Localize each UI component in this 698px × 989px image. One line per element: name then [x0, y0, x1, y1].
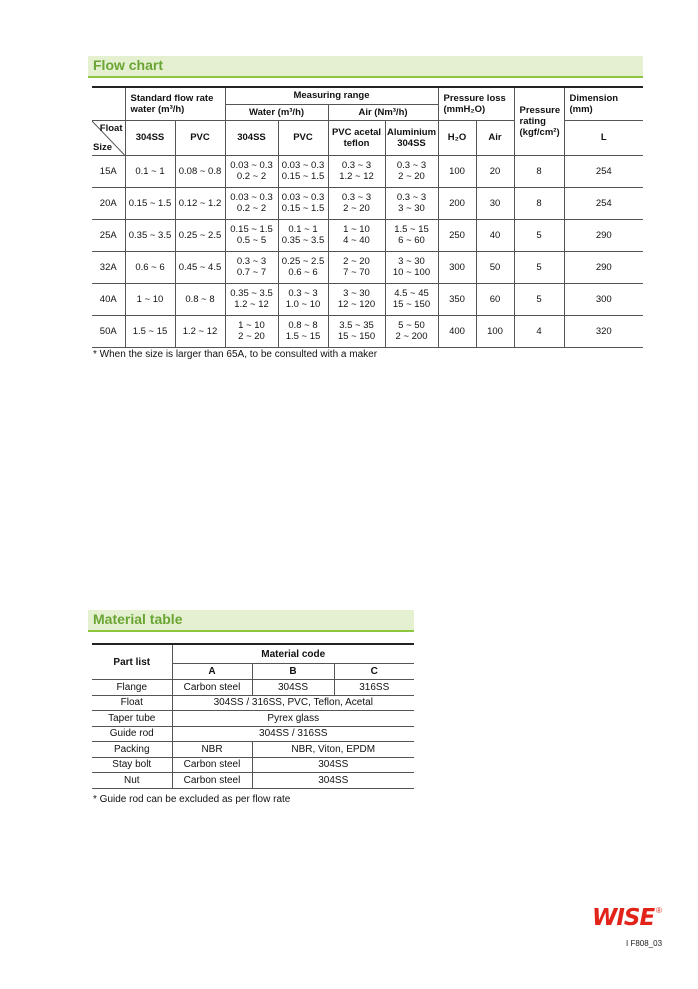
- col-dimension-l: L: [564, 120, 643, 155]
- range-line: 12 ~ 120: [337, 299, 376, 310]
- part-name: Guide rod: [92, 726, 172, 742]
- range-line: 0.8 ~ 8: [288, 320, 318, 331]
- cell-size: 20A: [92, 187, 125, 219]
- cell-rating: 8: [514, 187, 564, 219]
- cell-a-pvc: [328, 315, 385, 347]
- cell-loss-h2o: 200: [438, 187, 476, 219]
- part-name: Stay bolt: [92, 757, 172, 773]
- cell-w-pvc: [278, 283, 328, 315]
- cell-size: 15A: [92, 155, 125, 187]
- cell-std-304ss: 0.6 ~ 6: [125, 251, 175, 283]
- cell-a-pvc: [328, 251, 385, 283]
- cell-loss-h2o: 400: [438, 315, 476, 347]
- material-b: 304SS: [252, 680, 334, 696]
- cell-w-pvc: [278, 155, 328, 187]
- header-code-a: A: [172, 664, 252, 680]
- col-air-pvc-acetal-teflon: PVC acetal teflon: [328, 120, 385, 155]
- cell-w-304ss: [225, 251, 278, 283]
- float-size-corner: [92, 120, 125, 155]
- cell-std-pvc: 0.08 ~ 0.8: [175, 155, 225, 187]
- range-line: 0.03 ~ 0.3: [281, 192, 325, 203]
- range-line: 3 ~ 30: [343, 288, 370, 299]
- range-line: 0.3 ~ 3: [341, 192, 372, 203]
- header-standard-flow: Standard flow rate water (m³/h): [125, 87, 225, 120]
- range-line: 1.2 ~ 12: [234, 299, 269, 310]
- range-line: 1.0 ~ 10: [285, 299, 321, 310]
- col-std-pvc: PVC: [175, 120, 225, 155]
- cell-std-pvc: 1.2 ~ 12: [175, 315, 225, 347]
- cell-loss-air: 100: [476, 315, 514, 347]
- material-a: NBR: [172, 742, 252, 758]
- cell-w-304ss: [225, 187, 278, 219]
- range-line: 0.35 ~ 3.5: [230, 288, 273, 299]
- size-label: Size: [93, 141, 113, 153]
- range-line: 1 ~ 10: [343, 224, 370, 235]
- col-air-aluminium-304ss: Aluminium 304SS: [385, 120, 438, 155]
- cell-std-pvc: 0.12 ~ 1.2: [175, 187, 225, 219]
- material-table-note: * Guide rod can be excluded as per flow rate: [93, 794, 291, 805]
- cell-loss-h2o: 250: [438, 219, 476, 251]
- table-row: [92, 155, 643, 187]
- material-all: 304SS / 316SS: [172, 726, 414, 742]
- range-line: 1 ~ 10: [238, 320, 265, 331]
- part-name: Float: [92, 695, 172, 711]
- range-line: 0.15 ~ 1.5: [230, 224, 273, 235]
- range-line: 0.7 ~ 7: [236, 267, 267, 278]
- cell-loss-air: 20: [476, 155, 514, 187]
- table-row: [92, 757, 414, 773]
- cell-loss-air: 40: [476, 219, 514, 251]
- table-row: [92, 742, 414, 758]
- cell-size: 50A: [92, 315, 125, 347]
- range-line: 1.2 ~ 12: [339, 171, 374, 182]
- table-row: [92, 219, 643, 251]
- range-line: 0.3 ~ 3: [396, 192, 427, 203]
- table-row: [92, 695, 414, 711]
- material-all: Pyrex glass: [172, 711, 414, 727]
- part-name: Packing: [92, 742, 172, 758]
- cell-w-304ss: [225, 283, 278, 315]
- col-loss-h2o: H₂O: [438, 120, 476, 155]
- cell-a-al: [385, 315, 438, 347]
- cell-dim: 290: [564, 219, 643, 251]
- part-name: Flange: [92, 680, 172, 696]
- col-loss-air: Air: [476, 120, 514, 155]
- range-line: 4.5 ~ 45: [394, 288, 429, 299]
- table-row: [92, 773, 414, 789]
- header-air: Air (Nm³/h): [328, 104, 438, 120]
- cell-a-al: [385, 155, 438, 187]
- cell-dim: 254: [564, 187, 643, 219]
- cell-dim: 290: [564, 251, 643, 283]
- cell-rating: 4: [514, 315, 564, 347]
- table-row: [92, 726, 414, 742]
- material-bc: NBR, Viton, EPDM: [252, 742, 414, 758]
- cell-w-304ss: [225, 219, 278, 251]
- range-line: 3.5 ~ 35: [339, 320, 374, 331]
- cell-w-pvc: [278, 251, 328, 283]
- cell-loss-air: 60: [476, 283, 514, 315]
- cell-dim: 300: [564, 283, 643, 315]
- material-c: 316SS: [334, 680, 414, 696]
- material-a: Carbon steel: [172, 773, 252, 789]
- cell-a-al: [385, 187, 438, 219]
- material-a: Carbon steel: [172, 680, 252, 696]
- table-row: [92, 680, 414, 696]
- range-line: 0.2 ~ 2: [236, 171, 267, 182]
- range-line: 1.5 ~ 15: [394, 224, 429, 235]
- range-line: 5 ~ 50: [398, 320, 425, 331]
- range-line: 0.03 ~ 0.3: [230, 192, 273, 203]
- cell-a-pvc: [328, 283, 385, 315]
- range-line: 3 ~ 30: [398, 203, 425, 214]
- cell-std-pvc: 0.45 ~ 4.5: [175, 251, 225, 283]
- cell-std-304ss: 1.5 ~ 15: [125, 315, 175, 347]
- cell-w-pvc: [278, 187, 328, 219]
- col-water-304ss: 304SS: [225, 120, 278, 155]
- cell-loss-air: 50: [476, 251, 514, 283]
- range-line: 0.3 ~ 3: [236, 256, 267, 267]
- range-line: 0.5 ~ 5: [236, 235, 267, 246]
- cell-rating: 5: [514, 251, 564, 283]
- range-line: 2 ~ 20: [343, 256, 370, 267]
- float-label: Float: [99, 122, 123, 134]
- table-row: [92, 283, 643, 315]
- corner-blank: [92, 87, 125, 120]
- cell-size: 40A: [92, 283, 125, 315]
- cell-loss-h2o: 100: [438, 155, 476, 187]
- wise-logo: WISE: [592, 905, 655, 931]
- table-row: [92, 711, 414, 727]
- cell-std-304ss: 0.15 ~ 1.5: [125, 187, 175, 219]
- cell-a-pvc: [328, 219, 385, 251]
- header-code-b: B: [252, 664, 334, 680]
- cell-w-pvc: [278, 219, 328, 251]
- cell-a-al: [385, 283, 438, 315]
- range-line: 2 ~ 20: [398, 171, 425, 182]
- range-line: 0.25 ~ 2.5: [281, 256, 325, 267]
- cell-loss-h2o: 350: [438, 283, 476, 315]
- range-line: 4 ~ 40: [343, 235, 370, 246]
- material-bc: 304SS: [252, 757, 414, 773]
- range-line: 0.15 ~ 1.5: [281, 171, 325, 182]
- range-line: 3 ~ 30: [398, 256, 425, 267]
- material-table-heading: [88, 610, 414, 632]
- material-table-title: Material table: [93, 611, 183, 627]
- material-all: 304SS / 316SS, PVC, Teflon, Acetal: [172, 695, 414, 711]
- cell-std-304ss: 1 ~ 10: [125, 283, 175, 315]
- cell-rating: 5: [514, 283, 564, 315]
- header-pressure-loss: Pressure loss (mmH₂O): [438, 87, 514, 120]
- flow-chart-title: Flow chart: [93, 57, 164, 73]
- part-name: Taper tube: [92, 711, 172, 727]
- header-measuring-range: Measuring range: [225, 87, 438, 104]
- cell-rating: 5: [514, 219, 564, 251]
- cell-a-pvc: [328, 155, 385, 187]
- range-line: 0.03 ~ 0.3: [281, 160, 325, 171]
- table-row: [92, 315, 643, 347]
- cell-std-pvc: 0.8 ~ 8: [175, 283, 225, 315]
- range-line: 2 ~ 20: [343, 203, 370, 214]
- cell-loss-h2o: 300: [438, 251, 476, 283]
- header-material-code: Material code: [172, 644, 414, 664]
- range-line: 0.6 ~ 6: [288, 267, 318, 278]
- part-name: Nut: [92, 773, 172, 789]
- range-line: 0.03 ~ 0.3: [230, 160, 273, 171]
- cell-std-pvc: 0.25 ~ 2.5: [175, 219, 225, 251]
- cell-dim: 254: [564, 155, 643, 187]
- range-line: 0.3 ~ 3: [288, 288, 318, 299]
- document-code: I F808_03: [626, 939, 663, 948]
- cell-std-304ss: 0.1 ~ 1: [125, 155, 175, 187]
- range-line: 1.5 ~ 15: [285, 331, 321, 342]
- range-line: 0.1 ~ 1: [288, 224, 318, 235]
- range-line: 15 ~ 150: [337, 331, 376, 342]
- cell-size: 25A: [92, 219, 125, 251]
- material-a: Carbon steel: [172, 757, 252, 773]
- registered-mark: ®: [656, 906, 662, 915]
- range-line: 15 ~ 150: [392, 299, 431, 310]
- range-line: 0.2 ~ 2: [236, 203, 267, 214]
- header-water: Water (m³/h): [225, 104, 328, 120]
- col-std-304ss: 304SS: [125, 120, 175, 155]
- range-line: 0.3 ~ 3: [396, 160, 427, 171]
- range-line: 2 ~ 20: [238, 331, 265, 342]
- flow-chart-table: [92, 86, 643, 348]
- flow-chart-note: * When the size is larger than 65A, to be consulted with a maker: [93, 349, 378, 360]
- cell-std-304ss: 0.35 ~ 3.5: [125, 219, 175, 251]
- flow-chart-heading: [88, 56, 643, 78]
- range-line: 2 ~ 200: [395, 331, 428, 342]
- cell-a-pvc: [328, 187, 385, 219]
- cell-w-pvc: [278, 315, 328, 347]
- header-dimension: Dimension (mm): [564, 87, 643, 120]
- range-line: 0.15 ~ 1.5: [281, 203, 325, 214]
- header-code-c: C: [334, 664, 414, 680]
- cell-a-al: [385, 251, 438, 283]
- cell-w-304ss: [225, 155, 278, 187]
- material-table: [92, 643, 414, 789]
- header-part-list: Part list: [92, 644, 172, 680]
- range-line: 10 ~ 100: [392, 267, 431, 278]
- range-line: 6 ~ 60: [398, 235, 425, 246]
- cell-loss-air: 30: [476, 187, 514, 219]
- cell-dim: 320: [564, 315, 643, 347]
- range-line: 7 ~ 70: [343, 267, 370, 278]
- cell-size: 32A: [92, 251, 125, 283]
- cell-rating: 8: [514, 155, 564, 187]
- header-pressure-rating: Pressure rating (kgf/cm²): [514, 87, 564, 155]
- cell-w-304ss: [225, 315, 278, 347]
- range-line: 0.35 ~ 3.5: [281, 235, 325, 246]
- range-line: 0.3 ~ 3: [341, 160, 372, 171]
- cell-a-al: [385, 219, 438, 251]
- table-row: [92, 187, 643, 219]
- material-bc: 304SS: [252, 773, 414, 789]
- table-row: [92, 251, 643, 283]
- col-water-pvc: PVC: [278, 120, 328, 155]
